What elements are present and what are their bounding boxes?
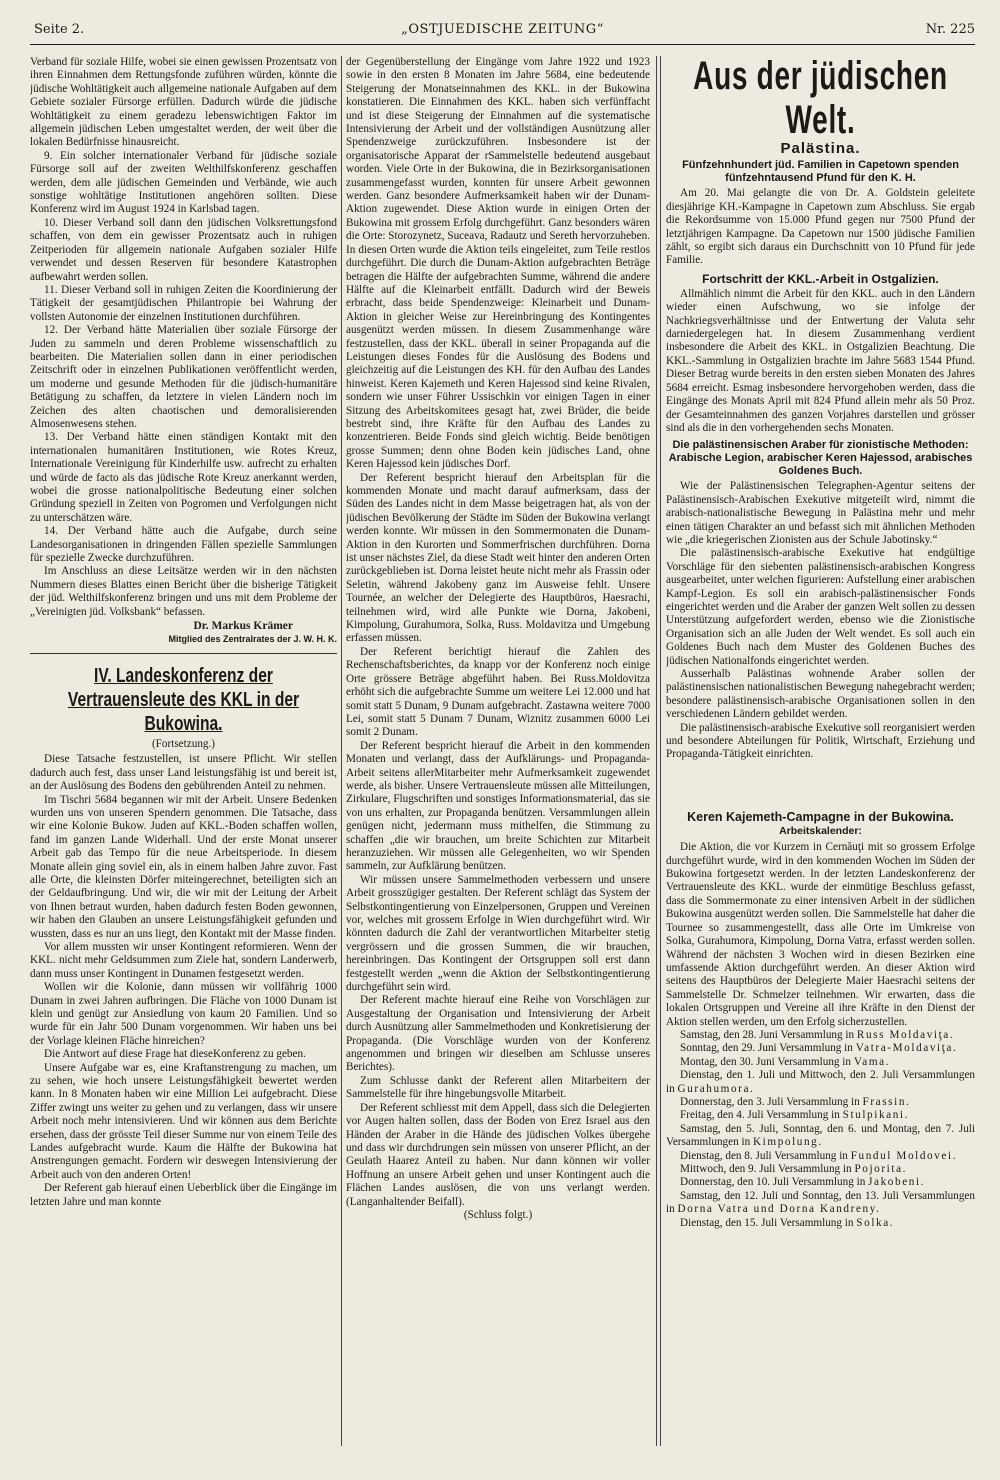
schedule-item (666, 1163, 975, 1176)
paragraph: Im Anschluss an diese Leitsätze werden wir in den nächsten Nummern dieses Blattes einen Bericht über die bisherige Tätigkeit der jüd. Welthilfskonferenz bringen und uns mit dem Probleme der „Vereinigten jüd. Volksbank“ befassen. (30, 565, 337, 618)
article-headline: Fortschritt der KKL.-Arbeit in Ostgalizien. (702, 271, 939, 286)
schedule-date: Montag, den 30. Juni Versammlung in (680, 1055, 854, 1068)
article-separator (30, 653, 337, 654)
schedule-item (666, 1109, 975, 1122)
schedule-item (666, 1150, 975, 1163)
paragraph: Zum Schlusse dankt der Referent allen Mitarbeitern der Sammelstelle für ihre hingebungsvolle Mitarbeit. (346, 1074, 650, 1101)
schedule-date: Mittwoch, den 9. Juli Versammlung in (680, 1163, 855, 1175)
column-left (30, 56, 337, 1456)
schedule-list (666, 1029, 975, 1230)
paragraph: Der Referent bespricht hierauf die Arbeit in den kommenden Monaten und verlangt, dass der Aufklärungs- und Propaganda-Arbeit seitens allerMitarbeiter mehr Aufmerksamkeit zugewendet werde, als bisher. Unsere Vertrauensleute müssen alle Mitteilungen, Zirkulare, Flugschriften und sonstiges Informationsmaterial, das sie von uns erhalten, zur Propaganda benützen. Versammlungen allein genügen nicht, jedermann muss mithelfen, die Stimmung zu schaffen „die wir brauchen, um breite Schichten zur Mitarbeit heranzuziehen. Wir müssen alle Gelegenheiten, wo wir Spenden sammeln, zur Aufklärung benützen. (346, 739, 650, 873)
column-right (666, 56, 975, 1456)
schedule-item (666, 1069, 975, 1096)
schedule-item (666, 1123, 975, 1150)
paragraph: 14. Der Verband hätte auch die Aufgabe, durch seine Landesorganisationen in dringenden Fällen spezielle Sammlungen für spezielle Zwecke durchzuführen. (30, 525, 337, 565)
author-signature: Dr. Markus Krämer (193, 620, 293, 633)
section-title: Aus der jüdischen Welt. (693, 56, 948, 142)
schedule-item (666, 1056, 975, 1069)
paragraph: Die palästinensisch-arabische Exekutive hat endgültige Vorschläge für den siebenten palästinensisch-arabischen Kongress ausgearbeitet, unter welchen figurieren: Aufstellung einer arabischen Kampf-Legion. Es soll ein arabisch-palästinensischer Fonds eingerichtet werden und die Araber der ganzen Welt sollen zu dessen Unterstützung aufgefordert werden, ebenso wie die Zionistische Organisation sich an alle Juden der Welt wendet. Es soll auch ein Goldenes Buch nach dem Muster des Goldenen Buches des jüdischen Nationalfonds eingerichtet werden. (666, 547, 975, 667)
paper-name: „OSTJUEDISCHE ZEITUNG“ (401, 22, 604, 37)
schedule-place: Pojorita. (854, 1163, 908, 1175)
paragraph: 12. Der Verband hätte Materialien über soziale Fürsorge der Juden zu sammeln und deren Probleme wissenschaftlich zu bearbeiten. Die Materialien sollen dann in einer periodischen Zeitschrift oder in einzelnen Publikationen veröffentlicht werden, um moderne und gesunde Methoden für die jüdisch-humanitäre Betätigung zu schaffen, da letztere in vielen Ländern noch im Zeichen des alten chaotischen und demoralisierenden Almosenwesens stehen. (30, 324, 337, 430)
paragraph: 9. Ein solcher internationaler Verband für jüdische soziale Fürsorge soll auf der zweiten Welthilfskonferenz geschaffen werden, dem alle jüdischen Gemeinden und Verbände, wie auch sonstige wohltätige Institutionen angehören sollten. Diese Konferenz wird im August 1924 in Karlsbad tagen. (30, 149, 337, 216)
schedule-item (666, 1217, 975, 1230)
schedule-item (666, 1042, 975, 1055)
article-headline: IV. Landeskonferenz der Vertrauensleute des KKL in der Bukowina. (67, 664, 300, 735)
schedule-place: Fundul Moldovei. (850, 1149, 958, 1162)
paragraph: Unsere Aufgabe war es, eine Kraftanstrengung zu machen, um zu sehen, wie hoch unsere Leistungsfähigkeit bewertet werden kann. In 8 Monaten haben wir eine Million Lei aufgebracht. Diese Ziffer zwingt uns weiter zu gehen und zu verlangen, dass wir unsere Arbeit noch mehr intensivieren. Und wir können aus dem Berichte ersehen, dass der grösste Teil dieser Summe nur von einem Teile des Landes aufgebracht wurde. Kaum die Hälfte der Bukowina hat Anstrengungen gemacht. Fordern wir deswegen Intensivierung der Arbeit auch von den anderen Orten! (30, 1061, 337, 1181)
schedule-date: Freitag, den 4. Juli Versammlung in (680, 1109, 843, 1122)
masthead (30, 20, 975, 42)
paragraph: Wir müssen unsere Sammelmethoden verbessern und unsere Arbeit grosszügiger gestalten. Der Referent schlägt das System der Selbstkontingentierung von Einzelpersonen, Gruppen und Vereinen vor, welches mit grossem Erfolge in Wien durchgeführt wird. Wir könnten dadurch die Zahl der verantwortlichen Mitarbeiter stetig vergrössern und die grossen Summen, die wir brauchen, hereinbringen. Das Kontingent der Ortsgruppen soll erst dann festgestellt werden „wenn die Aktion der Selbstkontingentierung durchgeführt sein wird. (346, 873, 650, 994)
schedule-place: Solka. (856, 1216, 895, 1229)
schedule-date: Samstag, den 5. Juli, Sonntag, den 6. und Montag, den 7. Juli Versammlungen in (666, 1122, 975, 1149)
paragraph: Die Aktion, die vor Kurzem in Cernăuţi mit so grossem Erfolge durchgeführt wurde, wird in den kommenden Wochen im Süden der Bukowina fortgesetzt werden. In der letzten Landeskonferenz der Vertrauensleute des KKL. wurde der einmütige Beschluss gefasst, dass die Sommermonate zu einer intensiven Arbeit in der südlichen Bukowina ausgenützt werden sollen. Die Sammelstelle hat daher die Tournee so zusammengestellt, dass alle Orte im Umkreise von Solka, Gurahumora, Kimpolung, Dorna Vatra, erfasst werden sollen. Während der nächsten 3 Wochen wird in diesen Bezirken eine umfassende Aktion durchgeführt werden. An dieser Aktion wird seitens des Hauptbüros der Delegierte Maier Haesrachi seitens der Sammelstelle Dr. Schmelzer teilnehmen. Wir erwarten, dass die lokalen Ortsgruppen und Vereine all ihre Kräfte in den Dienst der Aktion stellen werden, um den Erfolg sicherzustellen. (666, 841, 975, 1028)
paragraph: 11. Dieser Verband soll in ruhigen Zeiten die Koordinierung der Tätigkeit der gesamtjüdischen Philantropie bei Wahrung der vollsten Autonomie der einzelnen Institutionen durchführen. (30, 283, 337, 323)
schedule-place: Russ Moldaviţa. (856, 1028, 955, 1041)
continuation-note: (Fortsetzung.) (151, 737, 216, 750)
masthead-rule (30, 44, 975, 45)
paragraph: Der Referent gab hierauf einen Ueberblick über die Eingänge im letzten Jahre und man konnte (30, 1182, 337, 1208)
spacer (666, 762, 975, 806)
schedule-date: Donnerstag, den 10. Juli Versammlung in (680, 1176, 869, 1189)
paragraph: Im Tischri 5684 begannen wir mit der Arbeit. Unsere Bedenken wurden uns von unseren Spendern genommen. Die Tatsache, dass wir eine Kolonie Bukow. Juden auf KKL.-Boden schaffen wollen, fand im ganzen Lande Widerhall. Und der erste Monat unserer Arbeit gab das Tempo für die neue Arbeitsperiode. In diesem Monate allein ging soviel ein, als in einem halben Jahre zuvor. Fast alle Orte, die kleinsten Dörfer miteingerechnet, beteiligten sich an der Geldaufbringung. Und wir, die wir mit der Leitung der Arbeit von Ihnen betraut wurden, haben dadurch festen Boden gewonnen, wir haben den Glauben an unsere Leistungsfähigkeit gefunden und wussten, dass es nur an uns liegt, den Kontakt mit der Masse finden. (30, 793, 337, 940)
paragraph: Vor allem mussten wir unser Kontingent reformieren. Wenn der KKL. nicht mehr Geldsummen zum Ziele hat, sondern Landerwerb, dann muss unser Kontingent in Dunamen festgesetzt werden. (30, 940, 337, 980)
paragraph: Wollen wir die Kolonie, dann müssen wir vollfährig 1000 Dunam in zwei Jahren aufbringen. Die Fläche von 1000 Dunam ist klein und genügt zur Ansiedlung von kaum 20 Familien. Und so wurde für ein Jahr 500 Dunam vorgenommen. Wir haben uns bei der Vorlage kleinen Fläche hinreichen? (30, 981, 337, 1047)
schedule-item (666, 1096, 975, 1109)
schedule-place: Vama. (853, 1055, 891, 1068)
paragraph: Der Referent berichtigt hierauf die Zahlen des Rechenschaftsberichtes, da knapp vor der Konferenz noch einige Orte grössere Beträge abgeführt haben. Bei Russ.Moldovitza erhöht sich die aufgebrachte Summe um weitere Lei 12.000 und hat somit statt 5 Dunam, 9 Dunam aufgebracht. Zastawna weitere 7000 Lei, somit statt 5 Dunam 7 Dunam, Wiznitz zusammen 6000 Lei somit 2 Dunam. (346, 645, 650, 739)
schedule-date: Dienstag, den 15. Juli Versammlung in (680, 1216, 857, 1229)
schedule-date: Dienstag, den 1. Juli und Mittwoch, den 2. Juli Versammlungen in (666, 1069, 975, 1095)
article-headline: Keren Kajemeth-Campagne in der Bukowina. (687, 809, 954, 824)
schedule-place: Vatra-Moldaviţa. (855, 1042, 958, 1055)
paragraph: Der Referent machte hierauf eine Reihe von Vorschlägen zur Ausgestaltung der Organisation und Intensivierung der Arbeit durch Ausnützung aller Sammelmethoden und Konkretisierung der Propaganda. (Die Vorschläge wurden von der Konferenz angenommen und bringen wir dieselben am Schlusse unseres Berichtes). (346, 994, 650, 1074)
column-middle (346, 56, 650, 1456)
schedule-item (666, 1029, 975, 1042)
schedule-place: Dorna Vatra und Dorna Kandreny. (677, 1203, 881, 1216)
paragraph: Allmählich nimmt die Arbeit für den KKL. auch in den Ländern wieder einen Aufschwung, wo sie infolge der Nachkriegsverhältnisse und der Entwertung der Valuta sehr darniedergelegen hat. In diesem Zusammenhang verdient insbesondere die Arbeit des KKL. in Ostgalizien Beachtung. Die KKL.-Sammlung in Ostgalizien brachte im Jahre 5683 1544 Pfund. Dieser Betrag wurde bereits in den ersten sieben Monaten des Jahres 5684 erreicht. Esmag insbesondere hervorgehoben werden, dass die Eingänge des Monats April mit 824 Pfund allein mehr als 50 Proz. der Gesamteinnahmen des ganzen Vorjahres darstellen und grösser sind als die in den vorhergehenden sechs Monaten. (666, 287, 975, 434)
paragraph: Die palästinensisch-arabische Exekutive soll reorganisiert werden und besondere Abteilungen für Politik, Wirtschaft, Erziehung und Propaganda-Tätigkeit einrichten. (666, 721, 975, 761)
article-subheadline: Arbeitskalender: (779, 824, 862, 837)
schedule-place: Gurahumora. (677, 1082, 755, 1095)
schedule-place: Kimpolung. (753, 1136, 823, 1149)
paragraph: der Gegenüberstellung der Eingänge vom Jahre 1922 und 1923 sowie in den ersten 8 Monaten im Jahre 5684, eine bedeutende Steigerung der Monatseinnahmen des KKL. in der Bukowina konstatieren. Die Einnahmen des KKL. haben sich verfünffacht und ist diese Steigerung der Einnahmen auf die systematische Intensivierung der Arbeit und der vollständigen Ausnützung aller Spendenzweige zurückzuführen. Insbesondere ist der organisatorische Apparat der rSammelstelle bedeutend ausgebaut worden. Viele Orte in der Bukowina, die in Bezirksorganisationen zusammengefasst wurden, konnten für unsere Arbeit gewonnen werden. Ganz besondere Aufmerksamkeit haben wir der Dunam-Aktion zugewendet. Diese Aktion wurde in einigen Orten der Bukowina mit grossem Erfolg durchgeführt. Ganz besonders wären die Orte: Storozynetz, Suceava, Radautz und Sereth hervorzuheben. In diesen Orten wurde die Aktion teils eingeleitet, zum Teile restlos durchgeführt. Die durch die Dunam-Aktion aufgebrachten Beträge betragen die Hälfte der aufgebrachten Summe, während die andere Hälfte auf die Kleinarbeit entfällt. Dadurch wird der Beweis erbracht, dass beide Spendenzweige: Kleinarbeit und Dunam-Aktion in gleicher Weise zur Hereinbringung des Kontingentes ausgenützt werden müssen. In diesem Zusammenhange wäre festzustellen, dass der KKL. überall in seiner Propaganda auf die Leistungen dieses Fondes für die Auslösung des Bodens und gleichzeitig auf die Leistungen des KH. für den Aufbau des Landes hinweist. Keren Kajemeth und Keren Hajessod sind keine Rivalen, sondern wie unser Führer Ussischkin vor einigen Tagen in einer Sitzung des Arbeitskomitees gesagt hat, zwei Brüder, die beide bestrebt sind, ihre Kräfte für den Aufbau des Landes zu konzentrieren. Beide Fonds sind gleich wichtig. Beide benötigen grosse Summen; denn ohne Boden kein jüdisches Land, ohne Keren Hajessod kein jüdisches Dorf. (346, 56, 650, 471)
paragraph: Der Referent bespricht hierauf den Arbeitsplan für die kommenden Monate und macht darauf aufmerksam, dass der Süden des Landes nicht in dem Masse beigetragen hat, als von der jüdischen Bevölkerung der Städte im Süden der Bukowina verlangt werden konnte. Wir müssen in den Sommermonaten die Dunam-Aktion in den Kurorten und Sommerfrischen durchführen. Dorna ist unser nächstes Ziel, da diese Stadt weit hinter den anderen Orten zurückgeblieben ist. Dorna leistet heute nicht mehr als Frassin oder Seletin, während Jakobeny ganz im Ausweise fehlt. Unsere Tournée, an welcher der Delegierte des Hauptbüros, Haesrachi, teilnehmen wird, wird alle Punkte wie Dorna, Jakobeni, Kimpolung, Gurahumora, Solka, Russ. Moldavitza und Umgebung erfassen müssen. (346, 471, 650, 645)
schedule-place: Stulpikani. (842, 1109, 910, 1122)
paragraph: Ausserhalb Palästinas wohnende Araber sollen der palästinensischen nationalistischen Bewegung nahegebracht werden; besondere palästinensisch-arabische Organisationen sollen in den verschiedenen Ländern gebildet werden. (666, 668, 975, 721)
schedule-date: Dienstag, den 8. Juli Versammlung in (680, 1149, 851, 1162)
paragraph: 13. Der Verband hätte einen ständigen Kontakt mit den internationalen humanitären Institutionen, wie Rotes Kreuz, Internationale Vereinigung für Kinderhilfe usw. aufrecht zu erhalten und würde de facto als das jüdische Rote Kreuz anerkannt werden, wobei die grosse nationalpolitische Bedeutung einer solchen Gründung speziell in Zeiten von Pogromen und Verfolgungen nicht zu unterschätzen wäre. (30, 431, 337, 524)
article-headline: Die palästinensischen Araber für zionistische Methoden: Arabische Legion, arabischer Keren Hajessod, arabisches Goldenes Buch. (668, 439, 973, 478)
page-label: Seite 2. (34, 22, 85, 37)
column-divider (341, 56, 342, 1446)
paragraph: Wie der Palästinensischen Telegraphen-Agentur seitens der Palästinensisch-Arabischen Exekutive mitgeteilt wird, nimmt die arabisch-nationalistische Bewegung in Palästina mehr und mehr einen tätigen Charakter an und befasst sich mit ähnlichen Methoden wie „die kriegerischen Zionisten aus der Schule Jabotinsky.“ (666, 480, 975, 546)
column-divider (656, 56, 657, 1446)
schedule-date: Samstag, den 28. Juni Versammlung in (680, 1028, 857, 1041)
paragraph: Die Antwort auf diese Frage hat dieseKonferenz zu geben. (44, 1048, 306, 1061)
schedule-date: Donnerstag, den 3. Juli Versammlung in (680, 1095, 863, 1108)
paragraph: Diese Tatsache festzustellen, ist unsere Pflicht. Wir stellen dadurch auch fest, dass unser Land leistungsfähig ist und bereit ist, an der Auslösung des Bodens den gebührenden Anteil zu nehmen. (30, 753, 337, 793)
paragraph: Am 20. Mai gelangte die von Dr. A. Goldstein geleitete diesjährige KH.-Kampagne in Capetown zum Abschluss. Sie ergab die Rekordsumme von 15.000 Pfund gegen nur 7500 Pfund der letztjährigen Kampagne. Da Capetown nur 1500 jüdische Familien zählt, so ergibt sich daraus ein Durchschnitt von 10 Pfund für jede Familie. (666, 187, 975, 267)
paragraph: 10. Dieser Verband soll dann den jüdischen Volksrettungsfond schaffen, von dem ein gewisser Prozentsatz auch in ruhigen Zeitperioden für allgemein nationale Aufgaben sozialer Hilfe verwendet und dessen Reserven für besondere Katastrophen aufbewahrt werden sollen. (30, 216, 337, 283)
schedule-item (666, 1190, 975, 1217)
schedule-place: Jakobeni. (868, 1176, 926, 1189)
issue-number: Nr. 225 (925, 22, 975, 37)
schedule-date: Samstag, den 12. Juli und Sonntag, den 13. Juli Versammlungen in (666, 1189, 975, 1216)
author-title: Mitglied des Zentralrates der J. W. H. K. (168, 634, 337, 645)
article-headline: Fünfzehnhundert jüd. Familien in Capetown spenden fünfzehntausend Pfund für den K. H. (682, 159, 959, 185)
schedule-date: Sonntag, den 29. Juni Versammlung in (680, 1042, 856, 1055)
schedule-place: Frassin. (862, 1095, 911, 1108)
closing-note: (Schluss folgt.) (463, 1208, 533, 1221)
paragraph: Verband für soziale Hilfe, wobei sie einen gewissen Prozentsatz von ihren Einnahmen dem Rettungsfonde zuführen würden, könnte die jüdische Wohltätigkeit auch allgemeine nationale Aufgaben auf dem Gebiete sozialer Fürsorge erfüllen. Dadurch würde die jüdische Wohltätigkeit zu einem geradezu lebenswichtigen Faktor im allgemein jüdischen Leben umgestaltet werden, der weit über die lokalen Bedürfnisse hinausreicht. (30, 56, 337, 149)
schedule-item (666, 1176, 975, 1189)
column-divider (660, 56, 661, 1446)
section-subtitle: Palästina. (780, 140, 861, 157)
paragraph: Der Referent schliesst mit dem Appell, dass sich die Delegierten vor Augen halten sollen, dass der Boden von Erez Israel aus den Händen der Araber in die Hände des jüdischen Volkes übergehe und dass wir durchdrungen sein müssen von unserer Pflicht, an der Geulath Haarez Anteil zu haben. Nur dann können wir voller Hoffnung an unsere Arbeit gehen und unser Kontingent auch die Flächen Landes auslösen, die von uns verlangt werden. (Langanhaltender Beifall). (346, 1101, 650, 1208)
